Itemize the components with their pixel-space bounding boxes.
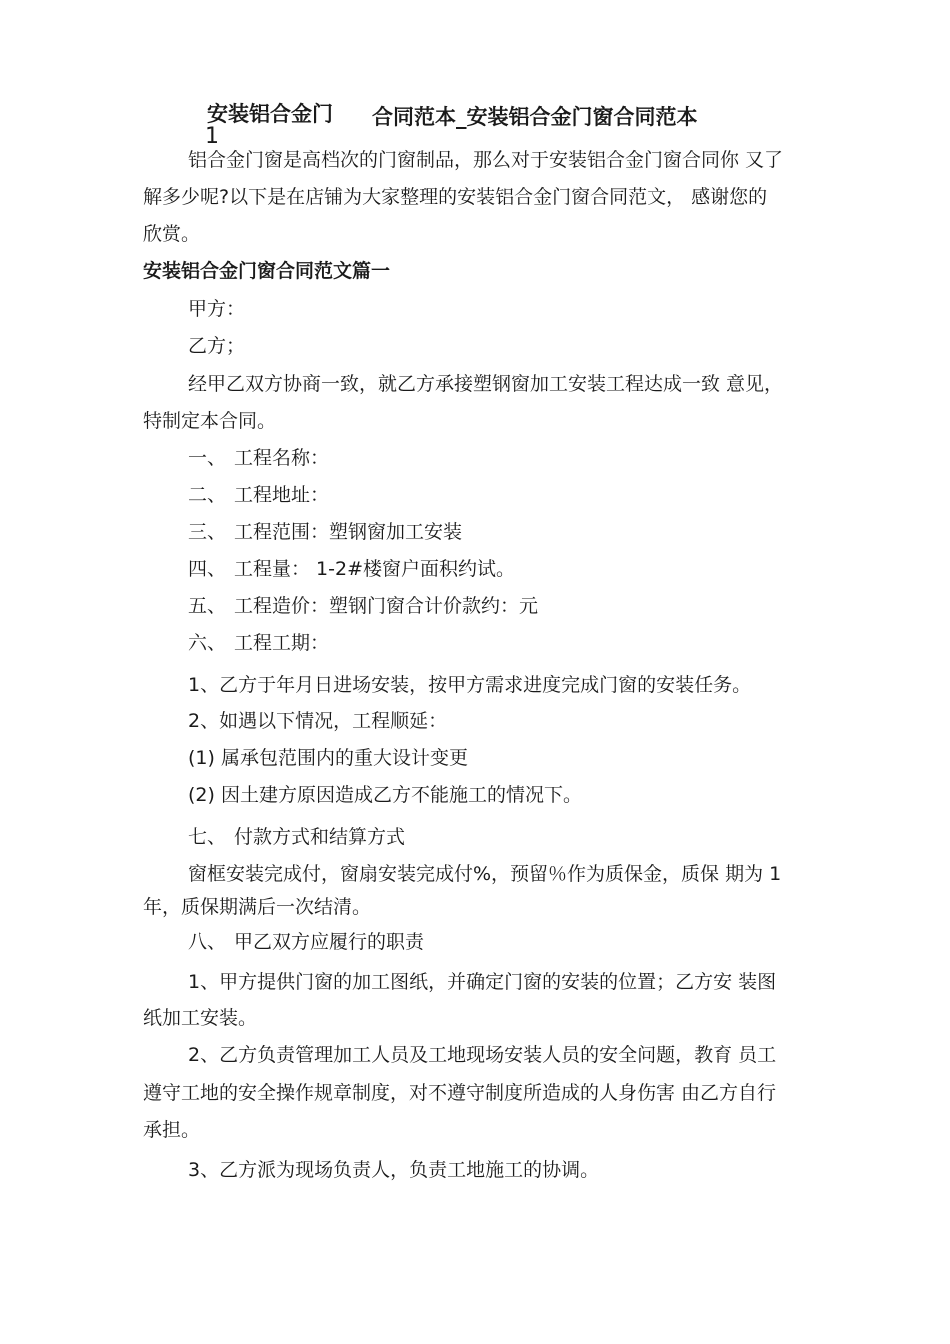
- duties-p2-line-3: 承担。: [143, 1119, 201, 1141]
- schedule-line-1: 1、乙方于年月日进场安装，按甲方需求进度完成门窗的安装任务。: [188, 674, 752, 696]
- item-number: 五、: [188, 595, 227, 617]
- item-number: 六、: [188, 632, 227, 654]
- item-text: 工程地址：: [234, 484, 330, 506]
- item-text: 工程量： 1-2#楼窗户面积约试。: [234, 558, 515, 580]
- item-number: 三、: [188, 521, 227, 543]
- item-text: 工程范围：塑钢窗加工安装: [234, 521, 463, 543]
- title-right: 合同范本_安装铝合金门窗合同范本: [372, 105, 698, 129]
- duties-heading: [188, 930, 424, 954]
- duties-p2-line-2: 遵守工地的安全操作规章制度，对不遵守制度所造成的人身伤害 由乙方自行: [143, 1082, 777, 1104]
- item-quantity: [188, 557, 515, 581]
- schedule-line-2: 2、如遇以下情况，工程顺延：: [188, 710, 448, 732]
- section-heading: 安装铝合金门窗合同范文篇一: [143, 260, 391, 282]
- item-cost: [188, 594, 538, 618]
- item-number: 八、: [188, 931, 227, 953]
- item-project-scope: [188, 520, 462, 544]
- intro-line-2: 解多少呢?以下是在店铺为大家整理的安装铝合金门窗合同范文， 感谢您的: [143, 186, 768, 208]
- item-text: 付款方式和结算方式: [234, 826, 406, 848]
- preamble-line-2: 特制定本合同。: [143, 410, 277, 432]
- item-text: 甲乙双方应履行的职责: [234, 931, 425, 953]
- item-number: 四、: [188, 558, 227, 580]
- schedule-line-3: (1) 属承包范围内的重大设计变更: [188, 747, 468, 769]
- party-b: 乙方；: [188, 335, 246, 357]
- item-number: 七、: [188, 826, 227, 848]
- item-text: 工程造价：塑钢门窗合计价款约：元: [234, 595, 539, 617]
- item-number: 二、: [188, 484, 227, 506]
- payment-heading: [188, 825, 405, 849]
- duties-p1-line-1: 1、甲方提供门窗的加工图纸，并确定门窗的安装的位置；乙方安 装图: [188, 971, 777, 993]
- payment-line-1: 窗框安装完成付，窗扇安装完成付%，预留％作为质保金，质保 期为 1: [188, 863, 782, 885]
- intro-line-1: 铝合金门窗是高档次的门窗制品，那么对于安装铝合金门窗合同你 又了: [188, 149, 784, 171]
- title-suffix: 1: [205, 124, 219, 149]
- item-text: 工程工期：: [234, 632, 330, 654]
- schedule-line-4: (2) 因土建方原因造成乙方不能施工的情况下。: [188, 784, 582, 806]
- item-text: 工程名称：: [234, 447, 330, 469]
- intro-line-3: 欣赏。: [143, 223, 201, 245]
- payment-line-2: 年，质保期满后一次结清。: [143, 896, 372, 918]
- duties-p2-line-1: 2、乙方负责管理加工人员及工地现场安装人员的安全问题，教育 员工: [188, 1044, 777, 1066]
- item-duration: [188, 631, 329, 655]
- title-left: 安装铝合金门: [207, 102, 333, 126]
- duties-p1-line-2: 纸加工安装。: [143, 1007, 258, 1029]
- party-a: 甲方：: [188, 298, 246, 320]
- duties-p3: 3、乙方派为现场负责人，负责工地施工的协调。: [188, 1159, 600, 1181]
- item-project-address: [188, 483, 329, 507]
- item-number: 一、: [188, 447, 227, 469]
- item-project-name: [188, 446, 329, 470]
- preamble-line-1: 经甲乙双方协商一致，就乙方承接塑钢窗加工安装工程达成一致 意见，: [188, 373, 784, 395]
